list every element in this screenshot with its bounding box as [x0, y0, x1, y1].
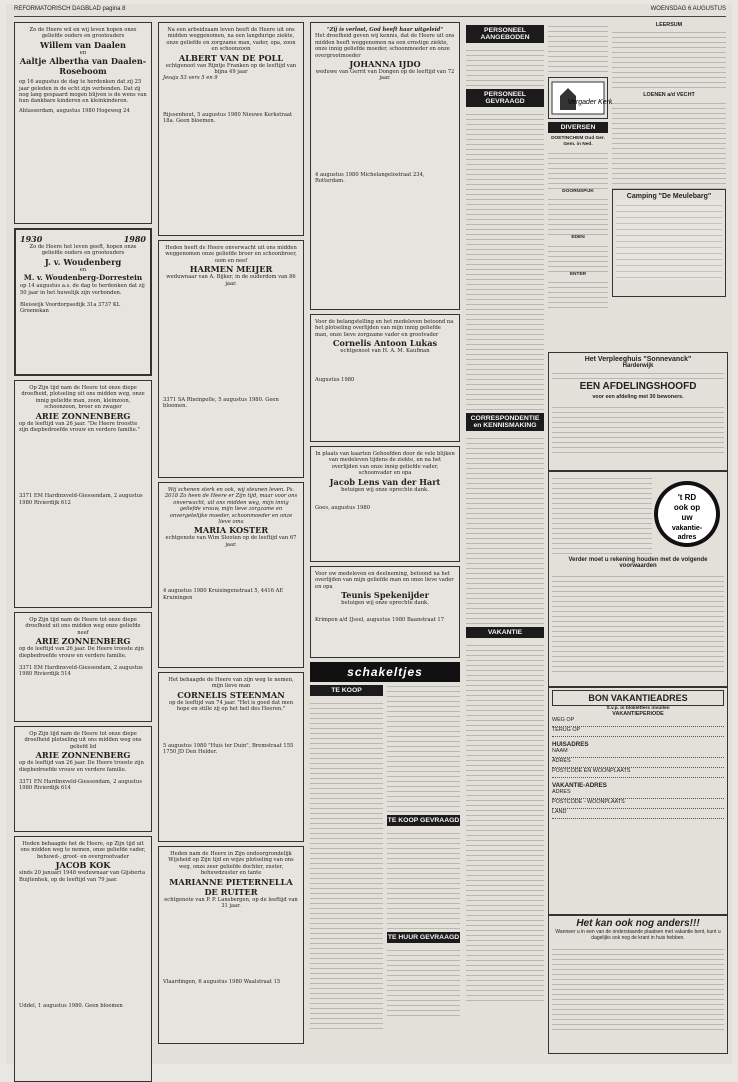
obituary-footer: 3371 EM Hardinxveld-Giessendam, 2 augustus 1980 Rivierdijk 612: [19, 493, 143, 506]
obituary-body: weduwnaar van A. Bijker, in de ouderdom van 86 jaar.: [166, 274, 296, 287]
field-vakantie-postcode[interactable]: POSTCODE - WOONPLAATS: [552, 799, 724, 809]
obituary-intro: Na een arbeidzaam leven heeft de Heere uit ons midden weggenomen, na een langdurige ziekte, onze geliefde en zorgzame man, vader, opa, zoon en schoonzoon: [166, 27, 296, 53]
obituary-quote: "Zij is verlost, God heeft haar uitgeleid": [326, 27, 444, 33]
column-5-top: [548, 22, 613, 352]
section-te-huur-gevraagd: TE HUUR GEVRAAGD: [387, 934, 460, 941]
service-doetinchem: DOETINCHEM Oud Ger. Gem. in Ned.: [551, 136, 605, 148]
announcement-body: op 16 augustus de dag te herdenken dat zij 25 jaar geleden in de echt zijn verbonden. Dat zij nog lang gespaard mogen blijven is de wens van hun dankbare kinderen en kleinkinderen.: [19, 79, 147, 105]
field-postcode-woonplaats[interactable]: POSTCODE EN WOONPLAATS: [552, 768, 724, 778]
bottom-ad-body: Wanneer u in een van de onderstaande plaatsen met vakantie bent, kunt u dagelijks ook nog de krant in huis hebben.: [555, 929, 721, 942]
obituary-intro: Heden behaagde het de Heere, op Zijn tijd uit ons midden weg te nemen, onze geliefde vader, behuwd-, groot- en overgrootvader: [20, 841, 146, 860]
obituary-intro: Op Zijn tijd nam de Heere tot onze diepe droefheid, plotseling uit ons midden weg, onze innig geliefde man, zoon, kleinzoon, schoonzoon, broer en zwager: [21, 385, 145, 411]
service-eden: EDEN: [571, 235, 585, 241]
thanks-intro: Voor uw medeleven en deelneming, betoond na het overlijden van mijn geliefde man en onze lieve vader en opa: [315, 571, 454, 590]
obituary-verse: Jesaja 53 vers 5 en 9: [163, 75, 218, 82]
obituary-footer: Uddel, 1 augustus 1980. Geen bloemen: [19, 1003, 123, 1010]
page-header: [14, 6, 726, 17]
obituary-name: ARIE ZONNENBERG: [35, 750, 131, 761]
obituary-body: echtgenoot van Rijntje Franken op de leeftijd van bijna 49 jaar: [165, 62, 297, 76]
service-loenen: LOENEN a/d VECHT: [643, 92, 695, 99]
obituary-3: [14, 726, 152, 832]
obituary-body: echtgenote van P. P. Lansbergen, op de leeftijd van 31 jaar.: [164, 896, 298, 910]
bottom-ad-title: Het kan ook nog anders!!!: [576, 918, 700, 929]
service-doornspijk: DOORNSPIJK: [562, 188, 594, 194]
announcement-name: J. v. Woudenberg: [44, 256, 122, 267]
thanks-name: Teunis Spekenijder: [341, 590, 429, 601]
obituary-footer: 4 augustus 1980 Michelangelostraat 234, Rotterdam.: [315, 171, 425, 185]
thanks-footer: Goes, augustus 1980: [315, 505, 370, 512]
vakantie-badge-icon: [653, 476, 721, 552]
thanks-footer: Krimpen a/d IJssel, augustus 1980 Baanstraat 17: [315, 616, 445, 623]
section-te-koop: TE KOOP: [310, 685, 383, 696]
obituary-koster: [158, 482, 304, 668]
field-vakantie-adres[interactable]: ADRES: [552, 789, 724, 799]
classified-col-b: [387, 682, 460, 1032]
column-6-top: [612, 22, 726, 352]
het-kan-ook-anders-ad: [548, 914, 728, 1054]
verpleeghuis-ad: [548, 352, 728, 472]
obituary-footer: 3371 EN Hardinxveld-Giessendam, 2 augustus 1980 Rivierdijk 614: [19, 779, 142, 792]
obituary-body: op de leeftijd van 26 jaar. "De Heere troostte zijn diepbedroefde vrouw en verdere familie.": [19, 420, 140, 434]
svg-text:Vergader Kerk: Vergader Kerk: [567, 99, 613, 106]
thanks-intro: In plaats van kaarten Gehoofden door de vele blijken van medeleven tijdens de ziekte, en na het overlijden van onze innig geliefde vader, schoonvader en opa: [315, 451, 455, 477]
section-vakantie: VAKANTIE: [466, 627, 544, 638]
vakantie-conditions-title: Verder moet u rekening houden met de volgende voorwaarden: [568, 557, 708, 569]
thanks-lukas: [310, 314, 460, 442]
announcement-mid: en: [79, 49, 87, 56]
section-te-koop-gevraagd: TE KOOP GEVRAAGD: [387, 817, 460, 824]
obituary-1: [14, 380, 152, 608]
classified-col-a: [310, 682, 383, 1032]
announcement-body: op 14 augustus a.s. de dag te herdenken dat zij 50 jaar in het huwelijk zijn verbonden.: [20, 283, 145, 296]
verpleeghuis-place: Harderwijk: [622, 363, 654, 369]
obituary-name: ARIE ZONNENBERG: [35, 410, 131, 421]
announcement-intro: Zo de Heere wil en wij leven hopen onze geliefde ouders en grootouders: [29, 27, 137, 40]
section-huisadres: HUISADRES: [552, 741, 589, 748]
classified-list: [310, 699, 383, 1029]
obituary-intro: Heden heeft de Heere onverwacht uit ons midden weggenomen onze geliefde broer en schoonbroer, oom en neef: [165, 245, 297, 264]
announcement-footer: Ablasserdam, augustus 1980 Hogeweg 24: [19, 107, 130, 114]
rd-badge: [652, 474, 722, 554]
thanks-body: betuigen wij onze oprechte dank.: [341, 600, 429, 607]
verpleeghuis-headline: EEN AFDELINGSHOOFD: [579, 381, 697, 392]
announcement-mid: en: [79, 266, 87, 273]
field-naam[interactable]: NAAM: [552, 748, 724, 758]
section-personeel-aangeboden: PERSONEEL AANGEBODEN: [466, 25, 544, 43]
announcement-name-2: M. v. Woudenberg-Dorrestein: [23, 273, 143, 283]
column-4: [466, 22, 544, 1052]
obituary-name: MARIA KOSTER: [193, 525, 269, 536]
obituary-de-ruiter: [158, 846, 304, 1044]
announcement-footer: Bleiswijk Voordorpsedijk 31a 3737 KL Groenekan: [20, 302, 121, 315]
church-logo-ad: [548, 77, 613, 119]
camping-ad: [612, 189, 726, 297]
obituary-van-de-poll: [158, 22, 304, 236]
obituary-footer: 4 augustus 1980 Kruisingenstraat 5, 4416 AE Kruiningen: [163, 588, 284, 601]
obituary-body: op de leeftijd van 26 jaar. De Heere trooste zijn diepbedroefde vrouw en verdere familie.: [19, 760, 144, 773]
classified-list: [466, 641, 544, 1001]
obituary-body: echtgenote van Wim Slooten op de leeftijd van 67 jaar.: [165, 535, 297, 548]
svg-text:uw: uw: [681, 513, 693, 522]
announcement-name: Willem van Daalen: [40, 39, 126, 50]
vakantie-krant-ad: [548, 470, 728, 688]
classified-list: [387, 829, 460, 929]
announcement-anniversary-2: [14, 228, 152, 376]
obituary-meijer: [158, 240, 304, 478]
schakeltjes-banner: schakeltjes: [310, 662, 460, 682]
vergader-kerk-icon: [550, 80, 613, 116]
bon-vakantieadres-form: [548, 686, 728, 916]
obituary-body: op de leeftijd van 74 jaar. "Het is goed dat men hope en stille zij op het heil des Heeren.": [168, 699, 294, 713]
obituary-footer: Rijssenhout, 5 augustus 1980 Nieuwe Kerkstraat 18a. Geen bloemen.: [163, 111, 293, 125]
obituary-intro: Wij schenen sterk en ook, wij steunen leven. Ps. 2018 Zo heen de Heere er Zijn tijd, maar voor ons onverwacht, uit ons midden weg, mijn innig geliefde vrouw, mijn lieve zorgzame en onvergetelijke moeder, schoonmoeder en onze lieve oma: [164, 487, 298, 526]
form-sub2: VAKANTIEPERIODE: [612, 711, 664, 717]
classified-list: [466, 46, 544, 86]
thanks-footer: Augustus 1980: [315, 376, 355, 383]
classified-list: [466, 434, 544, 624]
svg-text:'t RD: 't RD: [677, 493, 697, 502]
column-2: [158, 22, 304, 1052]
svg-text:vakantie-: vakantie-: [671, 525, 703, 532]
section-vakantie-adres: VAKANTIE-ADRES: [552, 782, 607, 789]
obituary-intro: Heden nam de Heere in Zijn ondoorgrondelijk Wijsheid op Zijn tijd en wijze plotseling van ons weg, onze zeer geliefde dochter, zuster, behuwdzuster en tante: [168, 851, 294, 877]
form-sub: S.v.p. in blokletters invullen: [606, 706, 670, 711]
obituary-body: op de leeftijd van 26 jaar. De Heere trooste zijn diepbedroefde vrouw en verdere familie.: [19, 646, 144, 659]
form-title: BON VAKANTIEADRES: [552, 690, 724, 706]
field-weg-op[interactable]: WEG OP: [552, 717, 724, 727]
page-header-right: WOENSDAG 6 AUGUSTUS: [650, 6, 726, 12]
obituary-footer: 3371 SA Rheinpolle, 5 augustus 1980. Geen bloemen.: [163, 397, 279, 410]
classified-list: [387, 682, 460, 812]
verpleeghuis-sub: voor een afdeling met 30 bewoners.: [592, 394, 684, 400]
camping-title: Camping "De Meulebarg": [626, 192, 712, 200]
section-diversen: DIVERSEN: [548, 122, 608, 133]
column-3: [310, 22, 460, 1052]
obituary-intro: Het droefheid geven wij kennis, dat de Heere uit ons midden heeft weggenomen na een ernstige ziekte, onze innig geliefde moeder, schoonmoeder en onze overgrootmoeder: [315, 33, 455, 59]
page-header-left: REFORMATORISCH DAGBLAD pagina 8: [14, 6, 126, 12]
obituary-footer: 3371 EM Hardinxveld-Giessendam, 2 augustus 1980 Rivierdijk 514: [19, 665, 143, 678]
obituary-name: ARIE ZONNENBERG: [35, 636, 131, 647]
obituary-intro: Het behaagde de Heere van zijn weg te nemen, mijn lieve man: [168, 677, 294, 690]
obituary-4: [14, 836, 152, 1082]
obituary-body: weduwe van Gerrit van Dongen op de leeftijd van 72 jaar.: [315, 69, 455, 82]
newspaper-page: [6, 4, 732, 1064]
obituary-name: ALBERT VAN DE POLL: [178, 52, 284, 63]
obituary-name: JOHANNA IJDO: [349, 59, 421, 70]
service-leersum: LEERSUM: [655, 22, 683, 28]
thanks-name: Cornelis Antoon Lukas: [332, 338, 438, 349]
thanks-spekenijder: [310, 566, 460, 658]
section-personeel-gevraagd: PERSONEEL GEVRAAGD: [466, 89, 544, 107]
field-terug-op[interactable]: TERUG OP: [552, 727, 724, 737]
thanks-name: Jacob Lens van der Hart: [329, 476, 441, 487]
obituary-name: HARMEN MEIJER: [189, 264, 273, 275]
field-land[interactable]: LAND: [552, 809, 724, 819]
thanks-lens: [310, 446, 460, 562]
service-enter: ENTER: [569, 271, 587, 277]
obituary-intro: Op Zijn tijd nam de Heere tot onze diepe droefheid plotseling uit ons midden weg ons geliefd lid: [24, 731, 142, 750]
obituary-ijdo: [310, 22, 460, 310]
obituary-footer: 5 augustus 1980 "Huis ter Duin", Bremstraat 155 1750 JD Den Helder.: [163, 742, 294, 756]
column-1: [14, 22, 152, 1052]
verpleeghuis-title: Het Verpleeghuis "Sonnevanck": [584, 356, 692, 363]
classified-list: [466, 110, 544, 410]
obituary-name: MARIANNE PIETERNELLA DE RUITER: [169, 876, 293, 897]
obituary-body: sinds 20 januari 1948 weduwnaar van Gijsberta Buijtenhek, op de leeftijd van 79 jaar.: [19, 870, 146, 883]
thanks-intro: Voor de belangstelling en het medeleven betoond na het plotseling overlijden van mijn innig geliefde man, onze lieve zorgzame vader en grootvader: [315, 319, 454, 338]
announcement-anniversary-1: [14, 22, 152, 224]
obituary-steenman: [158, 672, 304, 842]
field-adres[interactable]: ADRES: [552, 758, 724, 768]
obituary-2: [14, 612, 152, 722]
section-correspondentie: CORRESPONDENTIE en KENNISMAKING: [466, 413, 544, 431]
svg-text:adres: adres: [677, 534, 697, 541]
obituary-name: CORNELIS STEENMAN: [177, 689, 285, 700]
obituary-name: JACOB KOK: [55, 860, 111, 871]
announcement-name-2: Aaltje Albertha van Daalen-Roseboom: [19, 56, 147, 77]
thanks-body: betuigen wij onze oprechte dank.: [341, 486, 429, 493]
obituary-footer: Vlaardingen, 6 augustus 1980 Waalstraat 15: [163, 979, 281, 986]
year-right: 1980: [123, 234, 146, 244]
obituary-intro: Op Zijn tijd nam de Heere tot onze diepe droefheid uit ons midden weg onze geliefde neef: [25, 617, 141, 636]
thanks-body: echtgenoot van H. A. M. Kaufman: [340, 348, 430, 355]
announcement-intro: Zo de Heere het leven geeft, hopen onze geliefde ouders en grootouders: [29, 244, 137, 257]
classified-list: [387, 946, 460, 1016]
year-left: 1930: [20, 234, 43, 244]
svg-text:ook op: ook op: [673, 503, 701, 512]
